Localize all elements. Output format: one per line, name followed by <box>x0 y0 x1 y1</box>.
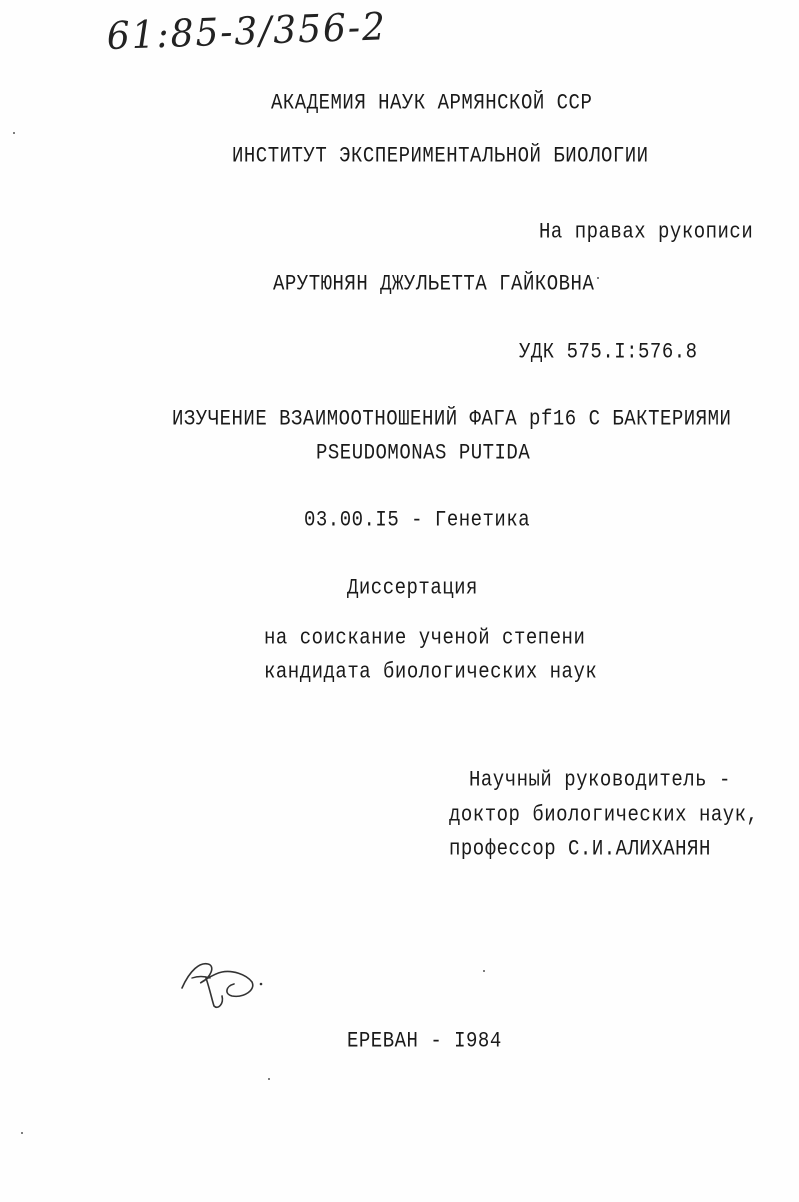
degree-line-2: кандидата биологических наук <box>264 659 598 685</box>
signature <box>172 948 268 1012</box>
specialty: 03.00.I5 - Генетика <box>304 507 531 533</box>
work-type: Диссертация <box>347 575 478 601</box>
rights-note: На правах рукописи <box>539 219 754 245</box>
supervisor-line-2: доктор биологических наук, <box>449 802 759 828</box>
paper-speck <box>21 1132 23 1134</box>
paper-speck <box>13 132 15 134</box>
supervisor-line-1: Научный руководитель - <box>469 767 731 793</box>
author-name: АРУТЮНЯН ДЖУЛЬЕТТА ГАЙКОВНА <box>273 271 595 297</box>
title-line-1: ИЗУЧЕНИЕ ВЗАИМООТНОШЕНИЙ ФАГА pf16 С БАКТЕРИЯМИ <box>172 406 732 432</box>
handwritten-archive-code: 61:85-3/356-2 <box>106 4 388 58</box>
academy-name: АКАДЕМИЯ НАУК АРМЯНСКОЙ ССР <box>271 90 593 116</box>
paper-speck <box>268 1078 270 1080</box>
paper-speck <box>483 970 485 972</box>
udc-code: УДК 575.I:576.8 <box>519 339 698 365</box>
supervisor-line-3: профессор С.И.АЛИХАНЯН <box>449 836 711 862</box>
paper-speck <box>597 277 599 279</box>
institute-name: ИНСТИТУТ ЭКСПЕРИМЕНТАЛЬНОЙ БИОЛОГИИ <box>232 143 649 169</box>
place-and-year: ЕРЕВАН - I984 <box>347 1028 502 1054</box>
title-line-2: PSEUDOMONAS PUTIDA <box>316 440 531 466</box>
degree-line-1: на соискание ученой степени <box>264 625 586 651</box>
